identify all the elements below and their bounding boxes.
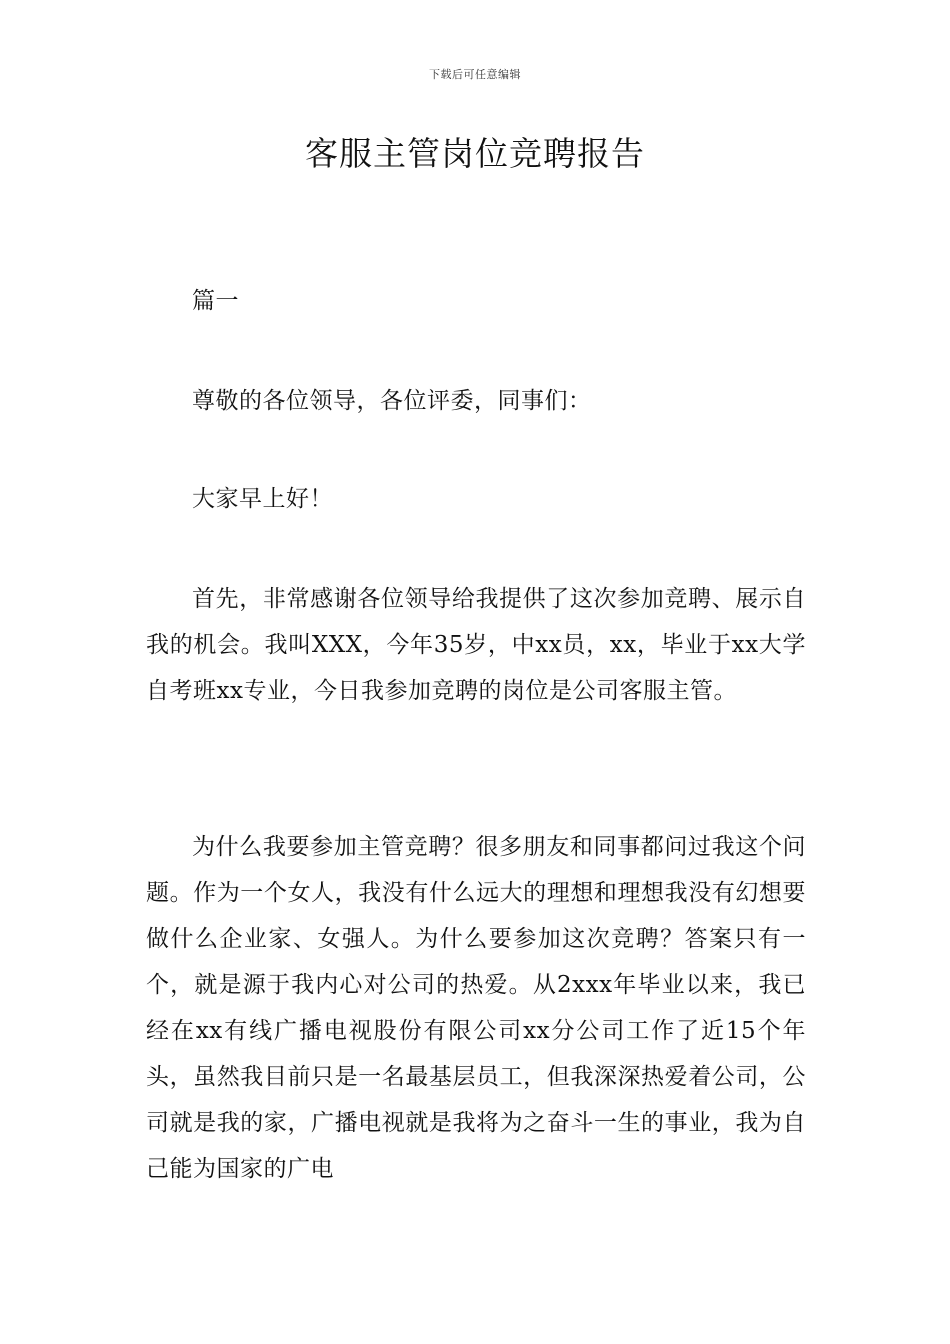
paragraph-section-label [146, 278, 806, 324]
paragraph: 尊敬的各位领导，各位评委，同事们： [192, 388, 592, 414]
document-title: 客服主管岗位竞聘报告 [305, 134, 645, 173]
paragraph-greeting [146, 476, 806, 522]
header-note: 下载后可任意编辑 [429, 68, 521, 81]
paragraph: 大家早上好！ [192, 486, 333, 512]
paragraph: 为什么我要参加主管竞聘？很多朋友和同事都问过我这个问题。作为一个女人，我没有什么远大的理想和理想我没有幻想要做什么企业家、女强人。为什么要参加这次竞聘？答案只有一个，就是源于我内心对公司的热爱。从2xxx年毕业以来，我已经在xx有线广播电视股份有限公司xx分公司工作了近15个年头，虽然我目前只是一名最基层员工，但我深深热爱着公司，公司就是我的家，广播电视就是我将为之奋斗一生的事业，我为自己能为国家的广电 [146, 834, 806, 1182]
paragraph-motivation [146, 824, 806, 1192]
paragraph-salutation [146, 378, 806, 424]
paragraph: 篇一 [192, 288, 239, 314]
paragraph-introduction [146, 576, 806, 714]
paragraph: 首先，非常感谢各位领导给我提供了这次参加竞聘、展示自我的机会。我叫XXX，今年35岁，中xx员，xx，毕业于xx大学自考班xx专业，今日我参加竞聘的岗位是公司客服主管。 [146, 586, 806, 704]
